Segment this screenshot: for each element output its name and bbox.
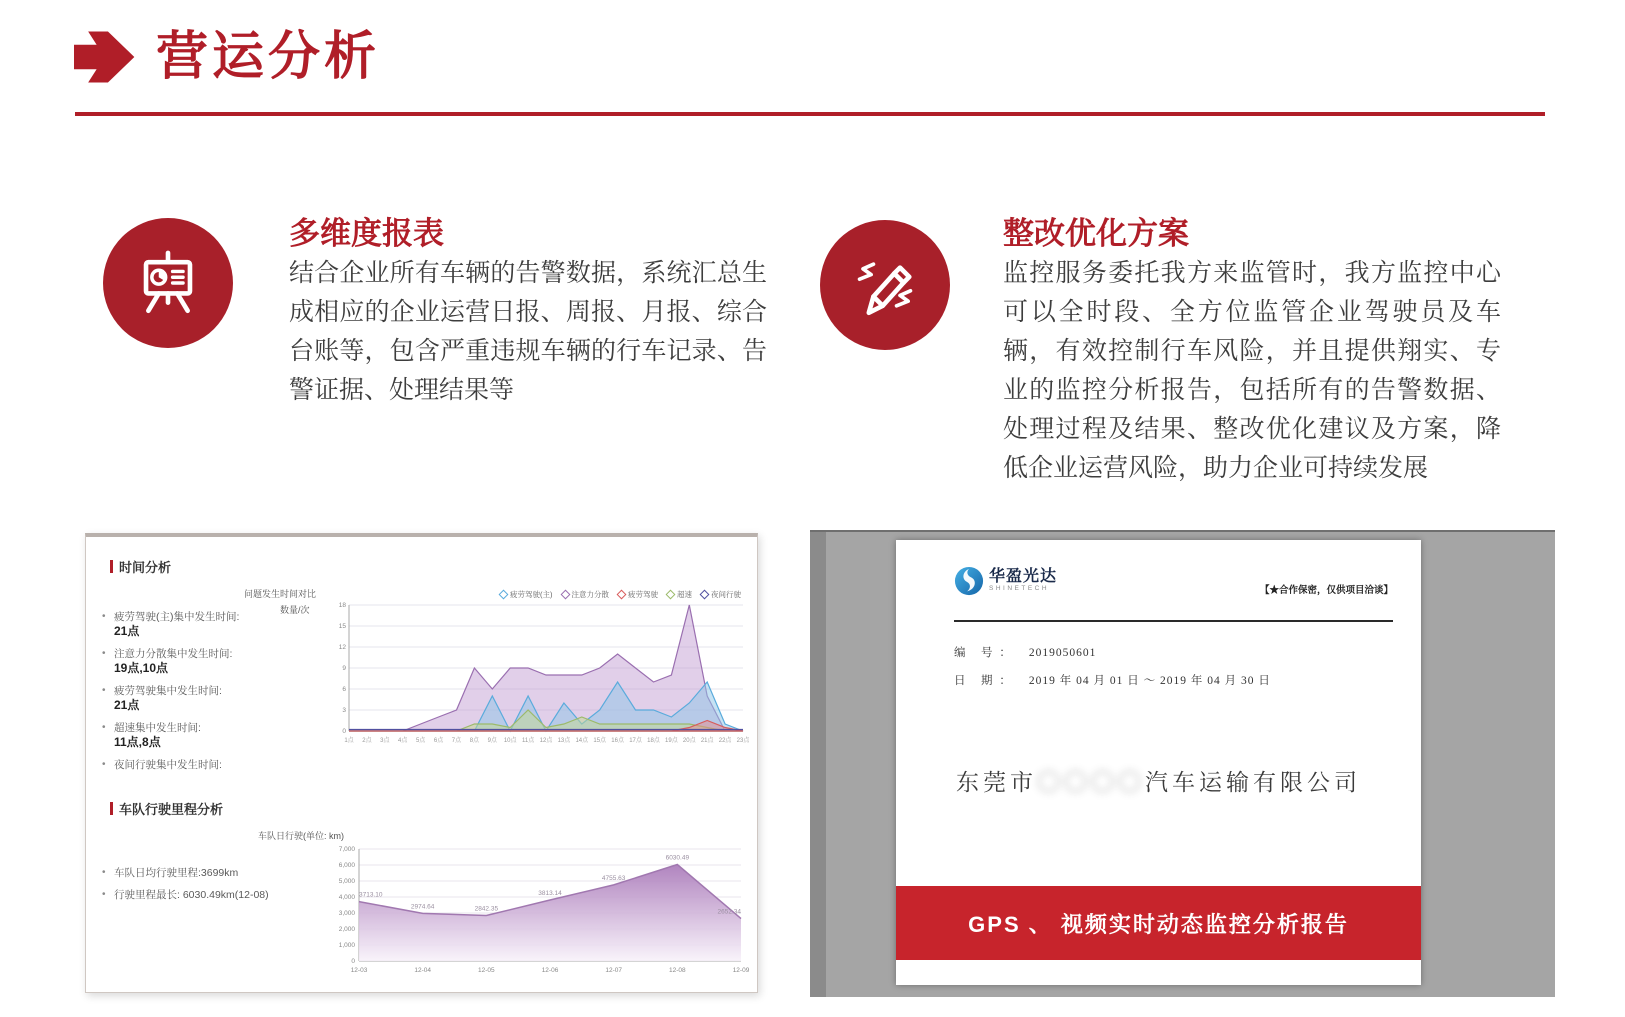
svg-text:12-05: 12-05 bbox=[478, 967, 495, 974]
section-title-mileage-analysis: 车队行驶里程分析 bbox=[110, 799, 223, 818]
svg-text:12-04: 12-04 bbox=[414, 967, 431, 974]
svg-text:23点: 23点 bbox=[736, 738, 749, 744]
time-chart-title: 问题发生时间对比 bbox=[244, 589, 317, 599]
dashboard-screenshot bbox=[85, 533, 758, 993]
page-title: 营运分析 bbox=[156, 28, 381, 86]
svg-text:6点: 6点 bbox=[433, 738, 444, 744]
svg-text:21点: 21点 bbox=[700, 738, 714, 744]
feature-title-optimization: 整改优化方案 bbox=[1003, 216, 1189, 251]
list-item: • 疲劳驾驶集中发生时间: 21点 bbox=[102, 685, 322, 713]
legend-item: 夜间行驶 bbox=[701, 589, 741, 600]
feature-body-multidim: 结合企业所有车辆的告警数据，系统汇总生成相应的企业运营日报、周报、月报、综合台账等，包含严重违规车辆的行车记录、告警证据、处理结果等 bbox=[289, 259, 767, 404]
list-item: • 超速集中发生时间: 11点,8点 bbox=[102, 722, 322, 750]
logo-subtext: SHINETECH bbox=[989, 585, 1050, 592]
svg-text:0: 0 bbox=[342, 728, 346, 735]
svg-text:8点: 8点 bbox=[469, 738, 480, 744]
svg-text:11点: 11点 bbox=[521, 738, 535, 744]
svg-text:16点: 16点 bbox=[611, 738, 624, 744]
svg-text:15: 15 bbox=[338, 623, 346, 630]
report-page bbox=[896, 540, 1421, 985]
svg-text:3点: 3点 bbox=[380, 738, 390, 744]
svg-text:2,000: 2,000 bbox=[338, 926, 355, 933]
report-number-field: 编 号 ： 2019050601 bbox=[954, 647, 1097, 659]
time-chart-ylabel: 数量/次 bbox=[280, 605, 310, 615]
company-logo bbox=[954, 566, 1057, 596]
presentation-board-icon bbox=[103, 218, 233, 348]
svg-text:9: 9 bbox=[342, 665, 346, 672]
svg-text:0: 0 bbox=[351, 958, 355, 965]
pencil-edit-icon bbox=[820, 220, 950, 350]
svg-text:12点: 12点 bbox=[539, 738, 553, 744]
legend-item: 疲劳驾驶 bbox=[618, 589, 658, 600]
svg-text:12-07: 12-07 bbox=[605, 967, 622, 974]
svg-text:6,000: 6,000 bbox=[338, 862, 355, 869]
logo-swirl-icon bbox=[954, 566, 984, 596]
feature-title-multidim: 多维度报表 bbox=[289, 216, 444, 251]
svg-text:13点: 13点 bbox=[557, 738, 571, 744]
time-analysis-bullets bbox=[102, 611, 322, 781]
list-item: • 疲劳驾驶(主)集中发生时间: 21点 bbox=[102, 611, 322, 639]
mileage-bullets bbox=[102, 867, 322, 911]
svg-text:12-03: 12-03 bbox=[350, 967, 368, 974]
mileage-chart bbox=[329, 837, 757, 977]
arrow-icon bbox=[74, 28, 140, 86]
svg-text:1,000: 1,000 bbox=[338, 942, 355, 949]
legend-item: 注意力分散 bbox=[562, 589, 610, 600]
svg-text:17点: 17点 bbox=[629, 738, 642, 744]
svg-text:4点: 4点 bbox=[398, 738, 408, 744]
report-title-banner: GPS 、 视频实时动态监控分析报告 bbox=[896, 886, 1421, 960]
svg-text:7,000: 7,000 bbox=[338, 846, 355, 853]
svg-text:9点: 9点 bbox=[487, 738, 497, 744]
svg-text:3713.10: 3713.10 bbox=[359, 891, 383, 899]
list-item: • 注意力分散集中发生时间: 19点,10点 bbox=[102, 648, 322, 676]
section-marker bbox=[110, 802, 113, 815]
list-item: • 车队日均行驶里程:3699km bbox=[102, 867, 322, 880]
svg-text:10点: 10点 bbox=[503, 738, 517, 744]
svg-text:2842.35: 2842.35 bbox=[474, 905, 499, 913]
list-item: • 夜间行驶集中发生时间: bbox=[102, 759, 322, 772]
svg-text:12: 12 bbox=[338, 644, 346, 651]
section-title-time-analysis: 时间分析 bbox=[110, 557, 171, 576]
svg-text:12-09: 12-09 bbox=[732, 967, 750, 974]
svg-text:19点: 19点 bbox=[665, 738, 678, 744]
svg-text:14点: 14点 bbox=[575, 738, 589, 744]
svg-text:5,000: 5,000 bbox=[338, 878, 355, 885]
svg-text:2974.64: 2974.64 bbox=[410, 903, 435, 911]
confidential-tagline: 【★合作保密，仅供项目洽谈】 bbox=[1259, 586, 1393, 596]
redacted-name: 〇〇〇〇 bbox=[1037, 770, 1145, 795]
header-underline bbox=[954, 620, 1393, 622]
svg-text:2点: 2点 bbox=[362, 738, 372, 744]
legend-item: 疲劳驾驶(主) bbox=[500, 589, 553, 600]
svg-text:12-06: 12-06 bbox=[541, 967, 559, 974]
svg-text:4755.63: 4755.63 bbox=[601, 874, 626, 882]
mileage-chart-title: 车队日行驶(单位: km) bbox=[258, 831, 344, 841]
report-date-field: 日 期 ： 2019 年 04 月 01 日 ～ 2019 年 04 月 30 日 bbox=[954, 675, 1271, 687]
svg-text:15点: 15点 bbox=[593, 738, 607, 744]
svg-text:6: 6 bbox=[342, 686, 346, 693]
section-marker bbox=[110, 560, 113, 573]
report-screenshot bbox=[810, 530, 1555, 997]
svg-text:3813.14: 3813.14 bbox=[538, 889, 562, 897]
svg-text:12-08: 12-08 bbox=[669, 967, 686, 974]
svg-text:6030.49: 6030.49 bbox=[665, 854, 690, 862]
panel-edge-strip bbox=[810, 532, 826, 997]
time-chart bbox=[329, 599, 749, 751]
svg-text:1点: 1点 bbox=[344, 738, 354, 744]
list-item: • 行驶里程最长: 6030.49km(12-08) bbox=[102, 889, 322, 902]
svg-text:22点: 22点 bbox=[718, 738, 732, 744]
svg-text:18点: 18点 bbox=[647, 738, 660, 744]
svg-text:4,000: 4,000 bbox=[338, 894, 355, 901]
svg-text:18: 18 bbox=[338, 602, 346, 609]
svg-text:7点: 7点 bbox=[451, 738, 462, 744]
svg-text:3: 3 bbox=[342, 707, 346, 714]
legend-item: 超速 bbox=[667, 589, 692, 600]
svg-text:3,000: 3,000 bbox=[338, 910, 355, 917]
logo-text: 华盈光达 bbox=[989, 568, 1058, 585]
svg-text:5点: 5点 bbox=[415, 738, 426, 744]
divider-rule bbox=[75, 112, 1545, 116]
svg-text:20点: 20点 bbox=[682, 738, 696, 744]
company-name: 东莞市〇〇〇〇汽车运输有限公司 bbox=[956, 770, 1361, 795]
svg-text:2652.34: 2652.34 bbox=[717, 908, 741, 916]
feature-body-optimization: 监控服务委托我方来监管时，我方监控中心可以全时段、全方位监管企业驾驶员及车辆，有效控制行车风险，并且提供翔实、专业的监控分析报告，包括所有的告警数据、处理过程及结果、整改优化建议及方案，降低企业运营风险，助力企业可持续发展 bbox=[1003, 259, 1501, 482]
